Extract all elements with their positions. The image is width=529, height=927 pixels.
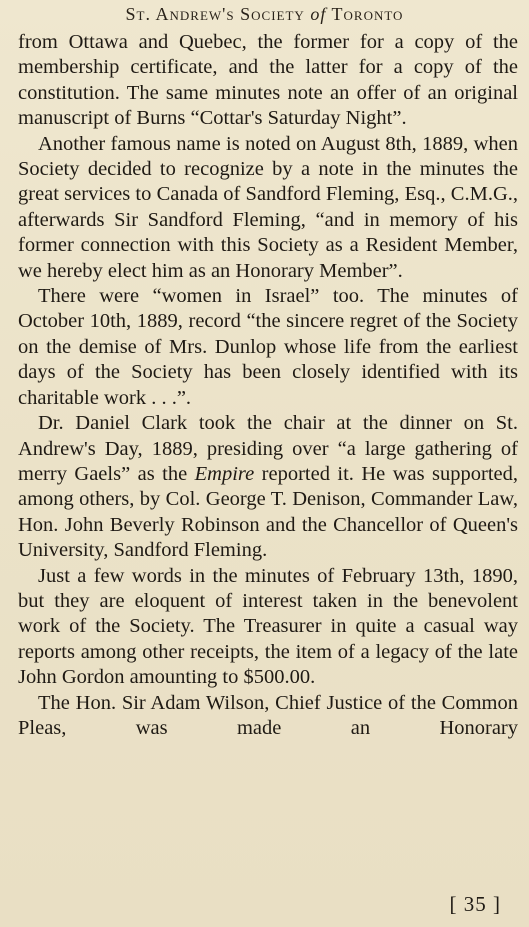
- page-number: [ 35 ]: [449, 892, 501, 916]
- empire-newspaper-title: Empire: [194, 462, 255, 485]
- paragraph-women-in-israel: There were “women in Israel” too. The minutes of October 10th, 1889, record “the sincere regret of the Society on the demise of Mrs. Dunlop whose life from the earliest days of the Society has been closely identified with its charitable work . . .”.: [18, 285, 518, 409]
- paragraph-adam-wilson: The Hon. Sir Adam Wilson, Chief Justice of the Common Pleas, was made an Honorary: [18, 691, 518, 739]
- running-head: [0, 4, 529, 25]
- running-head-city: Toronto: [331, 4, 404, 24]
- running-head-society: St. Andrew's Society: [125, 4, 305, 24]
- paragraph-fleming: Another famous name is noted on August 8th, 1889, when Society decided to recognize by a note in the minutes the great services to Canada of Sandford Fleming, Esq., C.M.G., afterwards Sir Sandford Fleming, “and in memory of his former connection with this Society as a Resident Member, we hereby elect him as an Honorary Member”.: [18, 132, 518, 282]
- paragraph-daniel-clark-after: reported it. He was supported, among others, by Col. George T. Denison, Commander Law, Hon. John Beverly Robinson and the Chancellor of Queen's University, Sandford Fleming.: [18, 462, 519, 562]
- paragraph-continued: from Ottawa and Quebec, the former for a copy of the membership certificate, and the latter for a copy of the constitution. The same minutes note an offer of an original manuscript of Burns “Cottar's Saturday Night”.: [18, 31, 518, 130]
- paragraph-daniel-clark: [18, 411, 518, 563]
- paragraph-legacy: Just a few words in the minutes of February 13th, 1890, but they are eloquent of interest taken in the benevolent work of the Society. The Treasurer in quite a casual way reports among other receipts, the item of a legacy of the late John Gordon amounting to $500.00.: [18, 564, 518, 689]
- paragraph-daniel-clark-before: Dr. Daniel Clark took the chair at the dinner on St. Andrew's Day, 1889, presiding over “a large gathering of merry Gaels” as the: [18, 412, 518, 485]
- running-head-of: of: [310, 4, 327, 24]
- body-text: [18, 30, 518, 741]
